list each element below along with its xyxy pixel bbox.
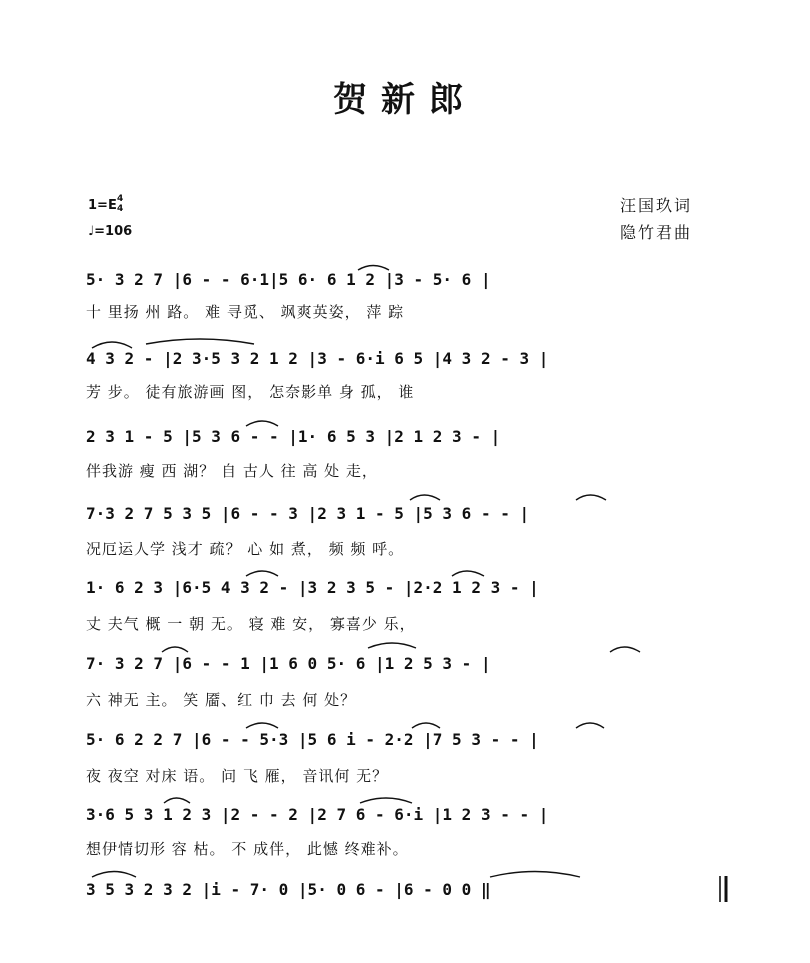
slur-mark	[576, 495, 606, 500]
time-signature-top: 4	[117, 194, 124, 204]
quarter-note-icon: ♩	[88, 224, 95, 239]
slur-mark	[576, 723, 604, 728]
key-signature: 1=E	[88, 198, 117, 213]
slur-mark	[452, 571, 484, 576]
notation-line-2: 4 3 2 - |2 3·5 3 2 1 2 |3 - 6·i 6 5 |4 3 2 - 3 |	[86, 349, 549, 368]
slur-mark	[246, 421, 278, 426]
slur-mark	[610, 647, 640, 652]
page-title: 贺新郎	[333, 80, 477, 120]
slur-mark	[412, 723, 440, 728]
lyrics-line-1: 十 里扬 州 路。 难 寻觅、 飒爽英姿， 萍 踪	[86, 303, 405, 321]
notation-line-9: 3 5 3 2 3 2 |i - 7· 0 |5· 0 6 - |6 - 0 0 ‖	[86, 880, 491, 899]
notation-line-7: 5· 6 2 2 7 |6 - - 5·3 |5 6 i - 2·2 |7 5 3 - - |	[86, 730, 539, 749]
slur-mark	[146, 339, 254, 344]
slur-mark	[92, 342, 132, 348]
lyrics-line-6: 六 神无 主。 笑 靥、红 巾 去 何 处？	[86, 691, 357, 709]
composer-credit: 隐竹君曲	[620, 223, 693, 242]
lyricist-credit: 汪国玖词	[620, 196, 693, 215]
slur-mark	[410, 495, 440, 500]
tempo-value: =106	[94, 224, 133, 239]
slur-mark	[92, 872, 136, 878]
slur-mark	[162, 647, 188, 652]
notation-line-4: 7·3 2 7 5 3 5 |6 - - 3 |2 3 1 - 5 |5 3 6 - - |	[86, 504, 530, 523]
lyrics-line-8: 想伊情切形 容 枯。 不 成伴， 此憾 终难补。	[86, 840, 409, 858]
lyrics-line-7: 夜 夜空 对床 语。 问 飞 雁， 音讯何 无？	[86, 767, 389, 785]
slur-mark	[164, 798, 190, 803]
notation-line-3: 2 3 1 - 5 |5 3 6 - - |1· 6 5 3 |2 1 2 3 - |	[86, 427, 501, 446]
lyrics-line-2: 芳 步。 徒有旅游画 图， 怎奈影单 身 孤， 谁	[86, 383, 415, 401]
slur-mark	[246, 571, 278, 576]
notation-line-8: 3·6 5 3 1 2 3 |2 - - 2 |2 7 6 - 6·i |1 2 3 - - |	[86, 805, 549, 824]
notation-line-5: 1· 6 2 3 |6·5 4 3 2 - |3 2 3 5 - |2·2 1 2 3 - |	[86, 578, 539, 597]
notation-line-6: 7· 3 2 7 |6 - - 1 |1 6 0 5· 6 |1 2 5 3 - |	[86, 654, 491, 673]
time-signature-bottom: 4	[117, 204, 124, 214]
lyrics-line-3: 伴我游 瘦 西 湖？ 自 古人 往 高 处 走，	[86, 462, 378, 480]
slur-mark	[490, 872, 580, 878]
lyrics-line-5: 丈 夫气 概 一 朝 无。 寝 难 安， 寡喜少 乐，	[86, 615, 416, 633]
lyrics-line-4: 况厄运人学 浅才 疏？ 心 如 煮， 频 频 呼。	[86, 540, 405, 558]
slur-mark	[246, 723, 278, 728]
notation-line-1: 5· 3 2 7 |6 - - 6·1|5 6· 6 1 2 |3 - 5· 6 |	[86, 270, 491, 289]
slur-mark	[360, 798, 412, 803]
slur-mark	[358, 266, 389, 271]
slur-mark	[368, 643, 416, 648]
